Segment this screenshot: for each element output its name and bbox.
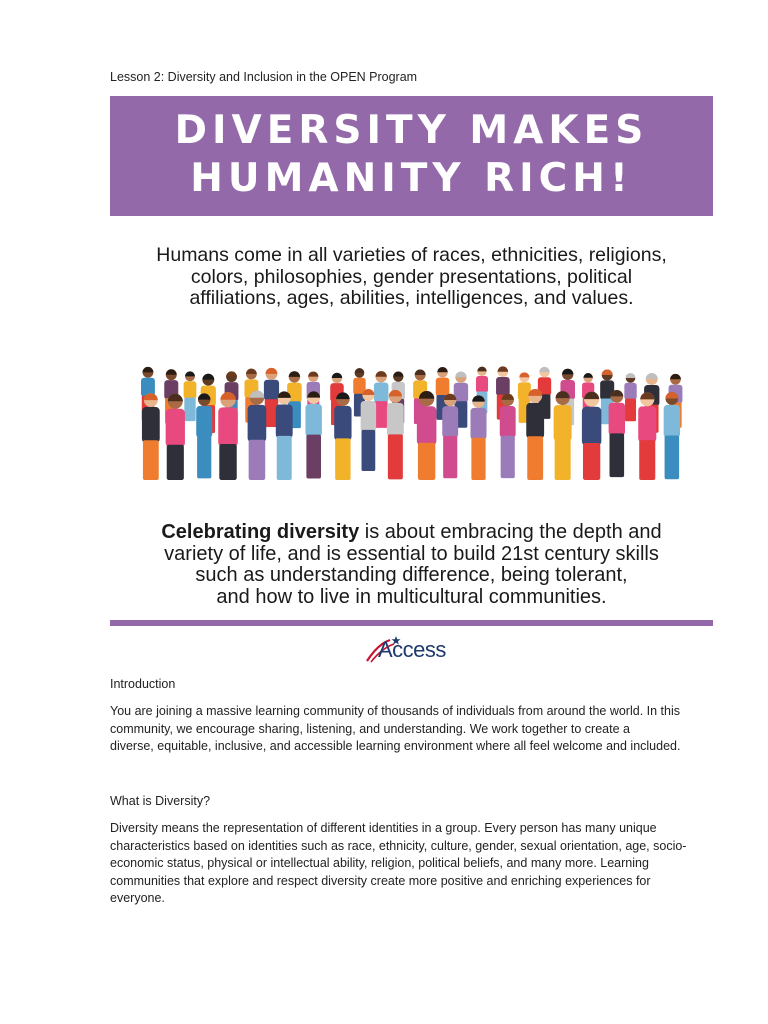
crowd-person [387,390,404,480]
crowd-person [305,391,321,478]
diversity-line: characteristics based on identities such as race, ethnicity, culture, gender, sexual orientation, age, socio- [110,838,687,853]
crowd-person [361,389,376,471]
banner-headline-line-2: HUMANITY RICH! [190,156,633,201]
poster-intro-text [110,245,713,310]
diversity-heading: What is Diversity? [110,794,211,808]
diverse-crowd-illustration [138,348,683,488]
crowd-person [184,371,197,421]
crowd-person [664,392,680,479]
celebrate-bold-phrase: Celebrating diversity [161,521,360,543]
diversity-line: communities that explore and respect diversity create more positive and enriching experiences for [110,873,651,888]
diversity-line: Diversity means the representation of different identities in a group. Every person has many unique [110,821,657,835]
celebrate-line: variety of life, and is essential to build 21st century skills [164,542,659,565]
poster-intro-line: affiliations, ages, abilities, intelligences, and values. [189,287,634,309]
banner-headline-line-1: DIVERSITY MAKES [174,108,649,153]
poster-divider [110,620,713,626]
crowd-person [609,390,625,477]
introduction-line: community, we encourage sharing, listening, and understanding. We work together to create a [110,721,630,736]
crowd-person [470,395,486,480]
diversity-paragraph [110,820,715,908]
celebrate-line [110,522,713,544]
poster-banner [110,96,713,216]
poster-intro-line: colors, philosophies, gender presentations, political [190,265,633,288]
celebrate-line: such as understanding difference, being tolerant, [195,564,628,586]
access-logo-text: Access [378,637,446,662]
crowd-person [624,373,636,421]
diversity-poster [110,96,713,666]
celebrate-line: and how to live in multicultural communities. [216,585,607,608]
diversity-line: everyone. [110,891,165,905]
poster-intro-line: Humans come in all varieties of races, ethnicities, religions, [156,244,667,266]
poster-celebrate-text [110,522,713,608]
introduction-line: You are joining a massive learning community of thousands of individuals from around the world. In this [110,704,680,718]
introduction-heading: Introduction [110,677,176,691]
access-logo [364,634,464,664]
lesson-title: Lesson 2: Diversity and Inclusion in the OPEN Program [110,70,418,84]
crowd-person [196,393,212,478]
introduction-paragraph [110,703,715,756]
diversity-line: economic status, physical or intellectual ability, religion, political beliefs, and many more. Learning [110,856,649,870]
celebrate-line-rest: is about embracing the depth and [359,521,662,543]
crowd-person [500,394,516,478]
crowd-person [442,394,458,478]
introduction-line: diverse, equitable, inclusive, and accessible learning environment where all feel welcome and included. [110,739,681,753]
